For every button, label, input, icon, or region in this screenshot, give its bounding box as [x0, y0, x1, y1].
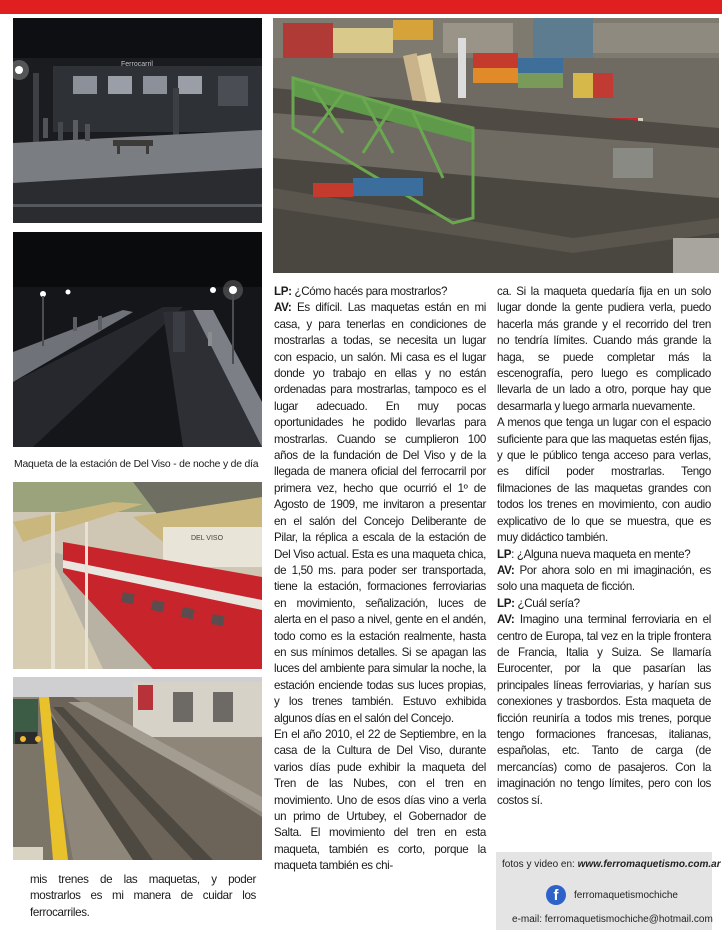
answer-1: [274, 300, 486, 727]
answer-2-text: Por ahora solo en mi imaginación, es solo una maqueta de ficción.: [497, 563, 711, 594]
photo-layout-bridge: [273, 18, 719, 273]
right-paragraph-1: ca. Si la maqueta quedaría fija en un solo lugar donde la gente pudiera verla, puedo hacerla más grande y el recorrido del tren no tendría límites. Cuando más grande la haga, se puede completar más la escenografía, pero luego es complicado llevarla de un lado a otro, porque hay que desarmarla y luego armarla nuevamente.: [497, 285, 711, 413]
station-sign-text: DEL VISO: [191, 535, 224, 542]
answer-2: [497, 563, 711, 596]
photo-platform-night-image: [13, 232, 262, 447]
credits-fotos-label: fotos y video en:: [502, 859, 578, 870]
question-3-label: LP:: [497, 596, 515, 610]
credits-box: [496, 852, 721, 930]
photo-tracks-day-image: [13, 677, 262, 860]
question-3: [497, 596, 711, 612]
left-paragraph: mis trenes de las maquetas, y poder mostrarlos es mi manera de cuidar los ferrocarriles.: [30, 873, 256, 919]
photo-station-night: [13, 18, 262, 223]
answer-1-label: AV:: [274, 301, 292, 315]
middle-paragraph-2: En el año 2010, el 22 de Septiembre, en la casa de la Cultura de Del Viso, durante varios días pude exhibir la maqueta del Tren de las Nubes, con el tren en movimiento. Uno de esos días vino a verla un primo de Urtubey, el Gobernador de Salta. El movimiento del tren en esta maqueta, también es corto, porque la maqueta también es chi-: [274, 727, 486, 873]
question-1-label: LP:: [274, 285, 292, 298]
photo-station-night-image: [13, 18, 262, 223]
text-column-right: [497, 284, 711, 809]
train-sign-text: Ferrocarril: [121, 61, 153, 68]
top-red-bar: [0, 0, 722, 14]
photo-layout-bridge-image: [273, 18, 719, 273]
question-1-text: ¿Cómo hacés para mostrarlos?: [291, 285, 448, 298]
text-column-middle: [274, 284, 486, 875]
facebook-icon[interactable]: f: [546, 885, 566, 905]
answer-1-text: Es difícil. Las maquetas están en mi casa, y para tenerlas en condiciones de mostrarlas a todas, se necesita un lugar con espacio, un salón. Mi casa es el lugar donde yo trabajo en ellas y no están ordenadas para mostrarlas, tampoco es el lugar adecuado. En muy pocas oportunidades he podido llevarlas para mostrarlas. Cuando se cumplieron 100 años de la fundación de Del Viso y de la llegada de manera oficial del ferrocarril por primera vez, hecho que ocurrió el 1º de Agosto de 1909, me invitaron a presentar en el salón del Concejo Deliberante de Pilar, la réplica a escala de la estación de Del Viso actual. Esta es una maqueta chica, de 1,50 ms. para poder ser transportada, tiene la estación, formaciones ferroviarias en movimiento, señalización, luces de alerta en el paso a nivel, gente en el andén, todo como es la estación realmente, hasta en sus mínimos detalles. Si se apagan las luces del ambiente para simular la noche, la estación enciende todas sus luces propias, y los trenes también. Estuvo exhibida algunos días en el salón del Concejo.: [274, 301, 486, 725]
email-line[interactable]: e-mail: ferromaquetismochiche@hotmail.com: [512, 914, 713, 925]
question-2-text: : ¿Alguna nueva maqueta en mente?: [511, 547, 691, 561]
question-2-label: LP: [497, 547, 512, 561]
answer-3-text: Imagino una terminal ferroviaria en el centro de Europa, tal vez en la triple frontera de Francia, Italia y Suiza. Se llamaría Eurocenter, por la que pasarían las principales líneas ferroviarias, y harían sus conexiones y trasbordos. Esta maqueta de ficción reuniría a todos mis trenes, porque tengo formaciones francesas, italianas, españolas, etc. Tanto de carga (de mercancías) como de pasajeros. Con la imaginación no tengo límites, pero con los costos sí.: [497, 613, 711, 807]
credits-website-line: [502, 859, 721, 870]
facebook-name[interactable]: ferromaquetismochiche: [574, 890, 678, 901]
question-1: [274, 284, 486, 300]
right-paragraph-2: A menos que tenga un lugar con el espacio suficiente para que las maquetas estén fijas, y que le público tenga acceso para verlas, es difícil poder mostrarlas. Tengo filmaciones de las maquetas grandes con todos los trenes en movimiento, con audio explicativo de lo que se muestra, que es muy didáctico también.: [497, 416, 711, 545]
photo-tracks-day: [13, 677, 262, 860]
answer-2-label: AV:: [497, 563, 515, 577]
website-link[interactable]: www.ferromaquetismo.com.ar: [577, 859, 721, 870]
photo-caption: Maqueta de la estación de Del Viso - de noche y de día: [14, 459, 259, 470]
question-2: [497, 547, 711, 563]
answer-3-label: AV:: [497, 613, 515, 627]
photo-platform-night: [13, 232, 262, 447]
answer-3: [497, 612, 711, 809]
photo-station-day-image: [13, 482, 262, 669]
question-3-text: ¿Cuál sería?: [514, 596, 580, 610]
text-column-left: [30, 872, 256, 921]
photo-station-day: [13, 482, 262, 669]
